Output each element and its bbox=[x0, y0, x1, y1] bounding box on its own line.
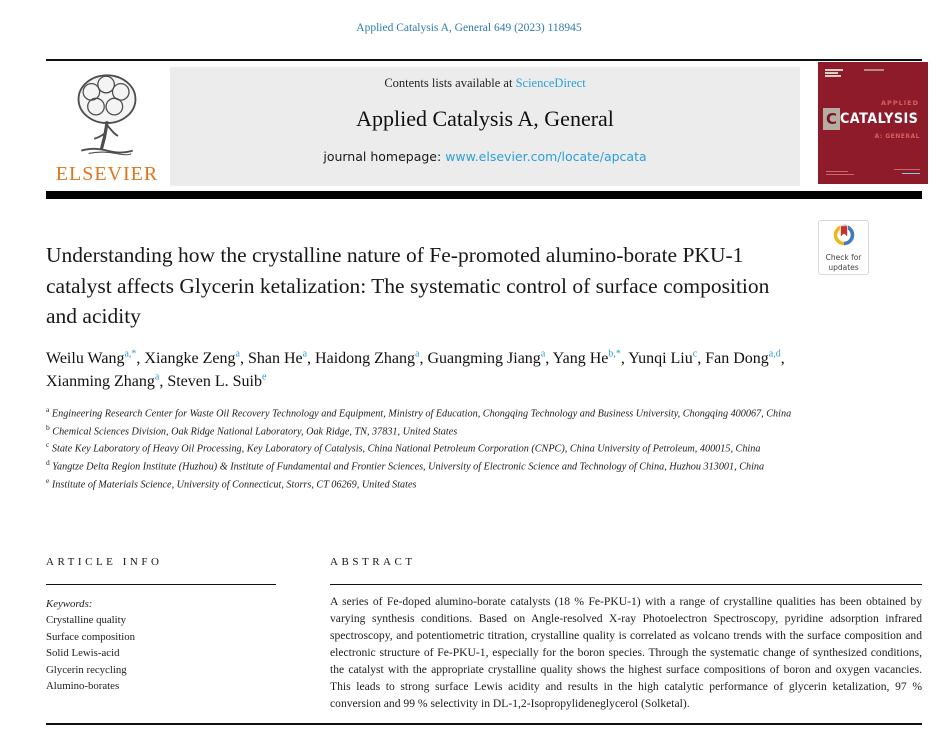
cover-decoration bbox=[894, 169, 920, 170]
affiliation: $^c$ State Key Laboratory of Heavy Oil Processing, Key Laboratory of Catalysis, China National Petroleum Corporation (CNPC), China University of Petroleum, 400015, China bbox=[46, 440, 761, 455]
keyword-item: Alumino-borates bbox=[46, 680, 120, 693]
keyword-item: Glycerin recycling bbox=[46, 663, 127, 676]
abstract-header: ABSTRACT bbox=[330, 556, 416, 568]
affiliation-list bbox=[46, 404, 876, 492]
badge-line1: Check for bbox=[825, 253, 862, 263]
top-rule bbox=[46, 59, 922, 61]
elsevier-tree-icon bbox=[61, 68, 153, 163]
cover-decoration bbox=[825, 75, 841, 77]
affiliation: $^b$ Chemical Sciences Division, Oak Ridge National Laboratory, Oak Ridge, TN, 37831, United States bbox=[46, 422, 458, 438]
affiliation: $^e$ Institute of Materials Science, University of Connecticut, Storrs, CT 06269, United States bbox=[46, 475, 417, 491]
keywords-label: Keywords: bbox=[46, 598, 93, 610]
cover-decoration bbox=[826, 174, 854, 175]
keywords-block bbox=[46, 596, 286, 694]
contents-line bbox=[384, 76, 585, 91]
check-for-updates-badge[interactable] bbox=[818, 220, 869, 275]
badge-text bbox=[826, 253, 862, 272]
badge-line2: updates bbox=[828, 262, 859, 272]
cover-applied-label: APPLIED bbox=[881, 99, 919, 107]
author: Xiangke Zeng$^a$, bbox=[144, 348, 248, 367]
crossmark-icon bbox=[831, 223, 857, 252]
author: Xianming Zhang$^a$, bbox=[46, 371, 168, 391]
sciencedirect-link[interactable]: ScienceDirect bbox=[515, 76, 586, 90]
author: Haidong Zhang$^a$, bbox=[315, 348, 428, 367]
elsevier-logo[interactable] bbox=[46, 68, 168, 186]
author: Shan He$^a$, bbox=[247, 348, 316, 367]
journal-citation: Applied Catalysis A, General 649 (2023) 118945 bbox=[356, 22, 582, 34]
author: Yunqi Liu$^c$, bbox=[628, 348, 706, 367]
journal-banner bbox=[170, 67, 800, 186]
author: Weilu Wang$^{a,*}$, bbox=[46, 348, 145, 367]
cover-c-letter: C bbox=[823, 108, 840, 130]
journal-homepage-link[interactable]: www.elsevier.com/locate/apcata bbox=[445, 149, 647, 164]
journal-cover-thumbnail[interactable] bbox=[818, 62, 928, 184]
abstract-rule bbox=[330, 584, 922, 585]
cover-decoration bbox=[825, 72, 838, 74]
keyword-item: Crystalline quality bbox=[46, 614, 127, 627]
bottom-rule bbox=[46, 723, 922, 725]
journal-title: Applied Catalysis A, General bbox=[356, 106, 614, 131]
abstract-text: A series of Fe-doped alumino-borate catalysts (18 % Fe-PKU-1) with a range of crystalline qualities has been obtained by varying synthesis conditions. Based on Angle-resolved X-ray Photoelectron Spectroscopy, pyridine adsorption infrared spectroscopy, and potentiometric titration, crystalline quality is correlated as volcano trends with the surface composition and electronic structure of Fe-PKU-1, especially for the boron species. Through the systematic change of synthesized conditions, the catalyst with the appropriate crystalline quality shows the highest surface compositions of boron and oxygen vacancies. This leads to strong surface Lewis acidity and results in the high catalytic performance of glycerin ketalization, 97 % conversion and 99 % selectivity in DL-1,2-Isopropylideneglycerol (Solketal). bbox=[330, 595, 922, 711]
keyword-item: Surface composition bbox=[46, 630, 136, 643]
keyword-item: Solid Lewis-acid bbox=[46, 647, 120, 660]
homepage-line bbox=[323, 149, 646, 164]
affiliation: $^d$ Yangtze Delta Region Institute (Huzhou) & Institute of Fundamental and Frontier Sciences, University of Electronic Science and Technology of China, Huzhou 313001, China bbox=[46, 458, 765, 473]
elsevier-wordmark: ELSEVIER bbox=[55, 163, 159, 185]
author: Steven L. Suib$^e$ bbox=[167, 371, 267, 391]
author-list bbox=[46, 347, 836, 393]
cover-decoration bbox=[826, 171, 848, 172]
author: Guangming Jiang$^a$, bbox=[427, 348, 553, 367]
author: Fan Dong$^{a,d}$, bbox=[705, 348, 785, 367]
cover-decoration bbox=[902, 173, 920, 175]
cover-catalysis-title: CATALYSIS bbox=[840, 111, 919, 127]
cover-decoration bbox=[825, 69, 843, 71]
banner-bottom-bar bbox=[46, 191, 922, 199]
affiliation: $^a$ Engineering Research Center for Waste Oil Recovery Technology and Equipment, Ministry of Education, Chongqing Technology and Business University, Chongqing 400067, China bbox=[46, 405, 792, 420]
author: Yang $He^{b,*}$, bbox=[552, 348, 629, 367]
cover-a-general-label: A: GENERAL bbox=[874, 133, 920, 140]
keyword-list bbox=[46, 612, 286, 694]
homepage-prefix: journal homepage: bbox=[323, 149, 446, 164]
contents-prefix: Contents lists available at bbox=[384, 76, 516, 90]
article-info-rule bbox=[46, 584, 276, 585]
article-title: Understanding how the crystalline nature of Fe-promoted alumino-borate PKU-1 catalyst affects Glycerin ketalization: The systematic control of surface composition and acidity bbox=[46, 243, 770, 329]
cover-decoration bbox=[864, 69, 884, 71]
article-info-header: ARTICLE INFO bbox=[46, 556, 163, 568]
